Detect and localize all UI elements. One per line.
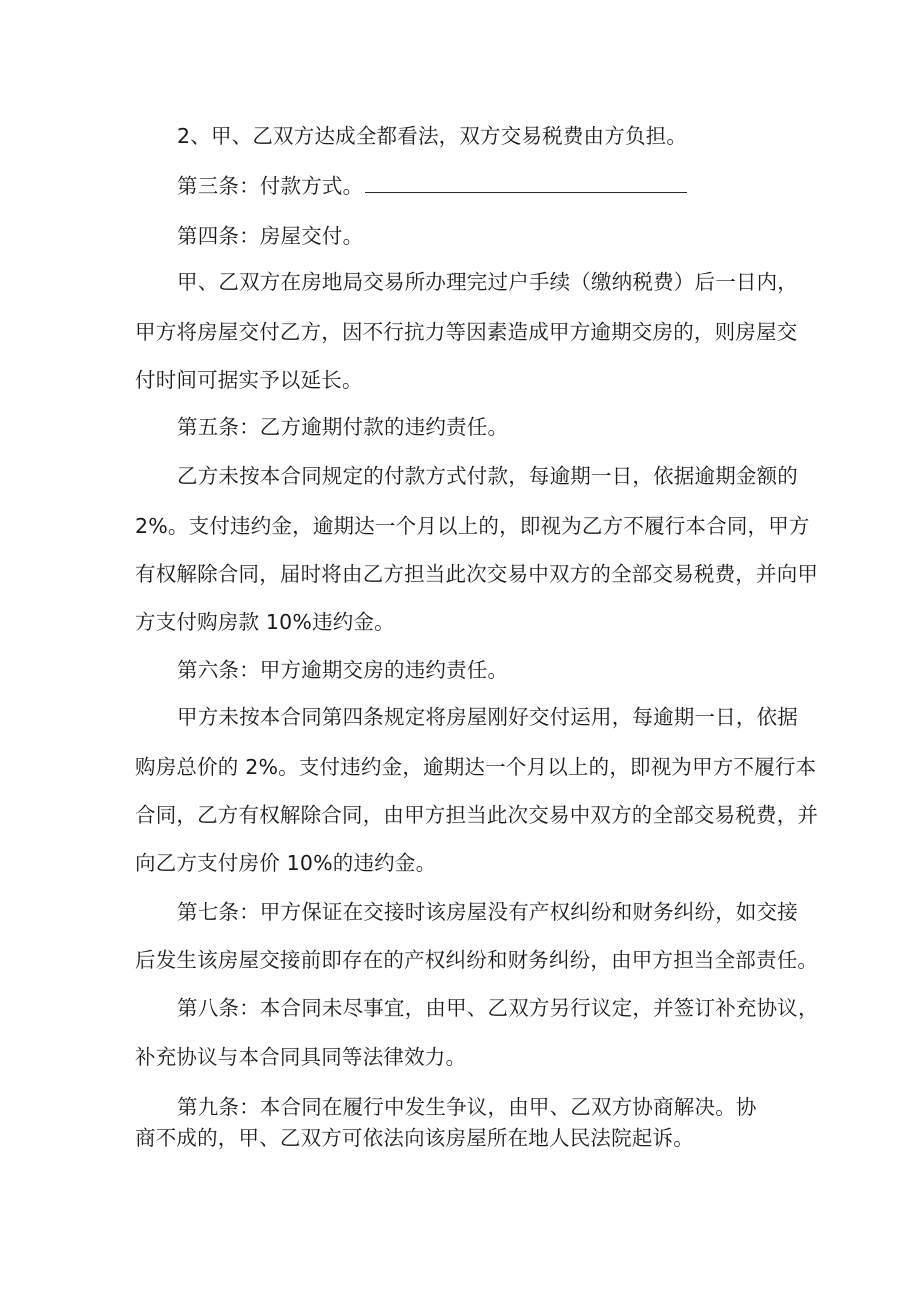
article-6-body-line-4: 向乙方支付房价 10%的违约金。 [135, 851, 437, 875]
article-3-heading [177, 172, 687, 200]
article-8-line-1: 第八条：本合同未尽事宜，由甲、乙双方另行议定，并签订补充协议， [177, 996, 819, 1020]
article-7-line-1: 第七条：甲方保证在交接时该房屋没有产权纠纷和财务纠纷，如交接 [177, 900, 798, 924]
article-4-body-line-3: 付时间可据实予以延长。 [135, 368, 363, 392]
article-5-body-line-1: 乙方未按本合同规定的付款方式付款，每逾期一日，依据逾期金额的 [177, 464, 798, 488]
article-4-heading: 第四条：房屋交付。 [177, 224, 364, 248]
article-5-body-line-2: 2%。支付违约金，逾期达一个月以上的，即视为乙方不履行本合同，甲方 [135, 514, 810, 538]
article-6-body-line-1: 甲方未按本合同第四条规定将房屋刚好交付运用，每逾期一日，依据 [177, 705, 798, 729]
article-8-line-2: 补充协议与本合同具同等法律效力。 [135, 1045, 467, 1069]
article-6-body-line-2: 购房总价的 2%。支付违约金，逾期达一个月以上的，即视为甲方不履行本 [135, 755, 817, 779]
article-6-heading: 第六条：甲方逾期交房的违约责任。 [177, 658, 509, 682]
article-5-heading: 第五条：乙方逾期付款的违约责任。 [177, 415, 509, 439]
article-9-line-1: 第九条：本合同在履行中发生争议，由甲、乙双方协商解决。协 [177, 1095, 757, 1119]
article-5-body-line-4: 方支付购房款 10%违约金。 [135, 610, 395, 634]
article-3-text: 第三条：付款方式。 [177, 174, 364, 198]
article-4-body-line-2: 甲方将房屋交付乙方，因不行抗力等因素造成甲方逾期交房的，则房屋交 [135, 320, 798, 344]
article-9-line-2: 商不成的，甲、乙双方可依法向该房屋所在地人民法院起诉。 [135, 1126, 694, 1150]
payment-method-blank-line [365, 172, 687, 193]
article-4-body-line-1: 甲、乙双方在房地局交易所办理完过户手续（缴纳税费）后一日内， [177, 270, 798, 294]
article-7-line-2: 后发生该房屋交接前即存在的产权纠纷和财务纠纷，由甲方担当全部责任。 [135, 948, 819, 972]
article-6-body-line-3: 合同，乙方有权解除合同，由甲方担当此次交易中双方的全部交易税费，并 [135, 803, 819, 827]
clause-2-text: 2、甲、乙双方达成全都看法，双方交易税费由方负担。 [177, 124, 688, 148]
article-5-body-line-3: 有权解除合同，届时将由乙方担当此次交易中双方的全部交易税费，并向甲 [135, 562, 819, 586]
